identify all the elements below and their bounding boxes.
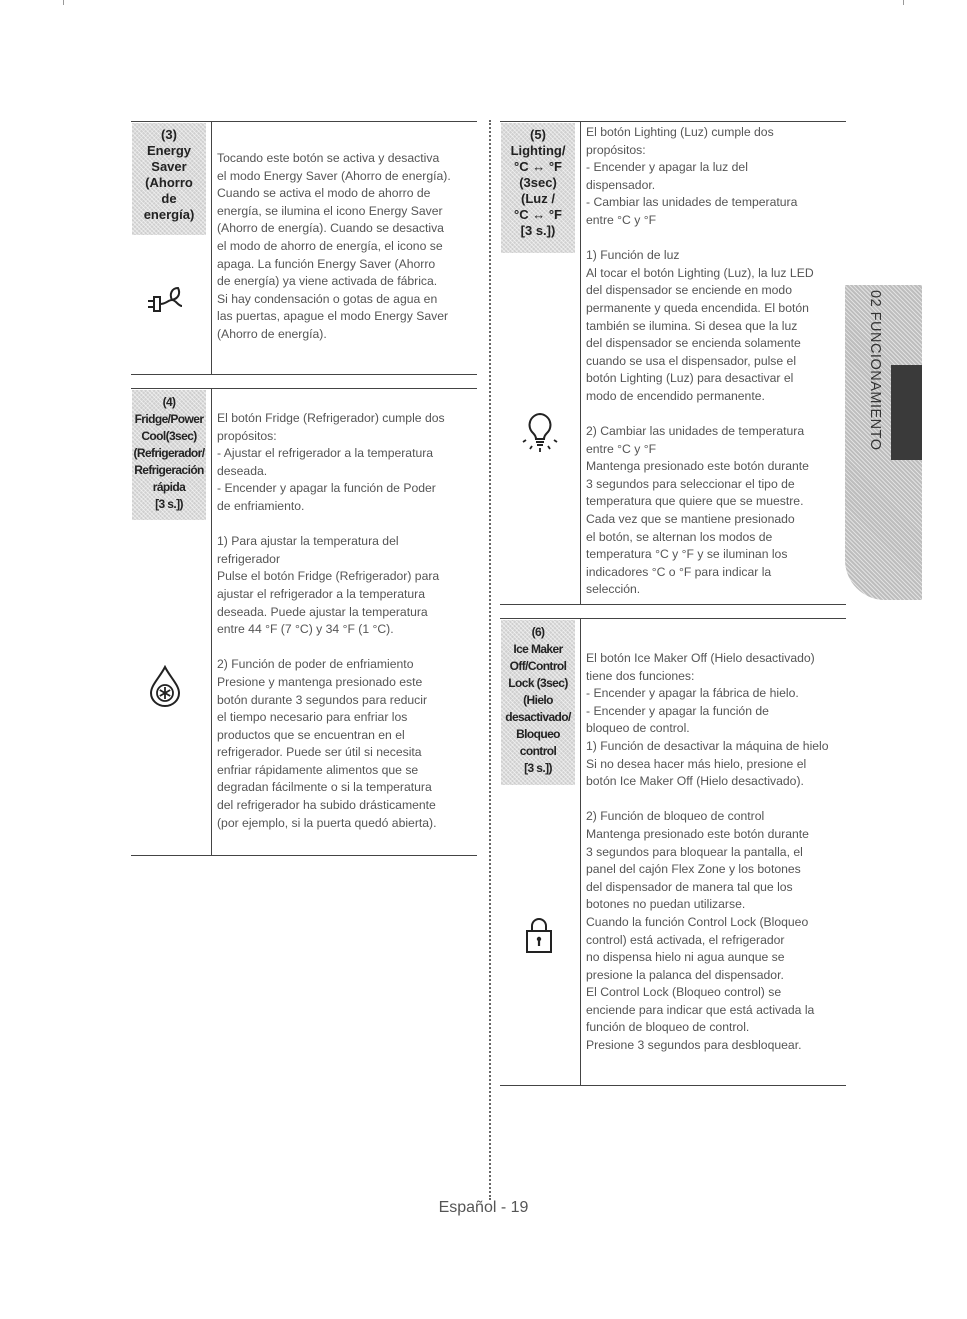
energy-saver-plug-icon [146,285,188,318]
section-rule [500,121,846,122]
section-rule [500,618,846,619]
ice-maker-off-description: El botón Ice Maker Off (Hielo desactivado) tiene dos funciones: - Encender y apagar la fábrica de hielo. - Encender y apagar la función de bloqueo de control. 1) Función de desactivar la máquina de hielo Si no desea hacer más hielo, presione el botón Ice Maker Off (Hielo desactivado). 2) Función de bloqueo de control Mantenga presionado este botón durante 3 segundos para bloquear la pantalla, el panel del cajón Flex Zone y los botones del dispensador de manera tal que los botones no puedan utilizarse. Cuando la función Control Lock (Bloqueo control) está activada, el refrigerador no dispensa hielo ni agua aunque se presione la palanca del dispensador. El Control Lock (Bloqueo control) se enciende para indicar que está activada la función de bloqueo de control. Presione 3 segundos para desbloquear. [586,651,829,1053]
chapter-tab-label: 02 FUNCIONAMIENTO [867,290,883,451]
energy-saver-description: Tocando este botón se activa y desactiva el modo Energy Saver (Ahorro de energía). Cuando se activa el modo de ahorro de energía, se ilumina el icono Energy Saver (Ahorro de energía). Cuando se desactiva el modo de ahorro de energía, el icono se apaga. La función Energy Saver (Ahorro de energía) ya viene activada de fábrica. Si hay condensación o gotas de agua en las puertas, apague el modo Energy Saver (Ahorro de energía). [217,151,451,341]
light-bulb-icon [522,410,558,459]
crop-mark [63,0,64,5]
section-divider [211,388,212,855]
chapter-tab-marker [891,365,922,460]
section-divider [580,121,581,604]
crop-mark [903,0,904,5]
energy-saver-button-label: (3) Energy Saver (Ahorro de energía) [132,123,206,235]
fridge-power-cool-description: El botón Fridge (Refrigerador) cumple dos propósitos: - Ajustar el refrigerador a la temperatura deseada. - Encender y apagar la función de Poder de enfriamiento. 1) Para ajustar la temperatura del refrigerador Pulse el botón Fridge (Refrigerador) para ajustar el refrigerador a la temperatura deseada. Puede ajustar la temperatura entre 44 °F (7 °C) y 34 °F (1 °C). 2) Función de poder de enfriamiento Presione y mantenga presionado este botón durante 3 segundos para reducir el tiempo necesario para enfriar los productos que se encuentran en el refrigerador. Puede ser útil si necesita enfriar rápidamente alimentos que se degradan fácilmente o si la temperatura del refrigerador ha subido drásticamente (por ejemplo, si la puerta quedó abierta). [217,411,445,830]
section-rule [131,388,477,389]
section-rule [131,374,477,375]
section-rule [131,855,477,856]
page-number: Español - 19 [438,1199,529,1216]
lighting-button-label: (5) Lighting/ °C ↔ °F (3sec) (Luz / °C ↔ °F [3 s.]) [501,123,575,253]
ice-maker-off-button-label: (6) Ice Maker Off/Control Lock (3sec) (Hielo desactivado/ Bloqueo control [3 s.]) [501,620,575,785]
section-rule [500,604,846,605]
section-divider [211,121,212,374]
power-cool-drop-icon [148,665,182,712]
lighting-description: El botón Lighting (Luz) cumple dos propósitos: - Encender y apagar la luz del dispensador. - Cambiar las unidades de temperatura entre °C y °F 1) Función de luz Al tocar el botón Lighting (Luz), la luz LED del dispensador se enciende en modo permanente y queda encendida. El botón también se ilumina. Si desea que la luz del dispensador se encienda solamente cuando se usa el dispensador, pulse el botón Lighting (Luz) para desactivar el modo de encendido permanente. 2) Cambiar las unidades de temperatura entre °C y °F Mantenga presionado este botón durante 3 segundos para seleccionar el tipo de temperatura que quiere que se muestre. Cada vez que se mantiene presionado el botón, se alternan los modos de temperatura °C y °F y se iluminan los indicadores °C o °F para indicar la selección. [586,125,814,597]
padlock-icon [524,915,554,960]
section-rule [500,1085,846,1086]
column-divider [489,120,491,1200]
section-divider [580,618,581,1085]
section-rule [131,121,477,122]
fridge-power-cool-button-label: (4) Fridge/Power Cool(3sec) (Refrigerador/ Refrigeración rápida [3 s.]) [132,390,206,520]
